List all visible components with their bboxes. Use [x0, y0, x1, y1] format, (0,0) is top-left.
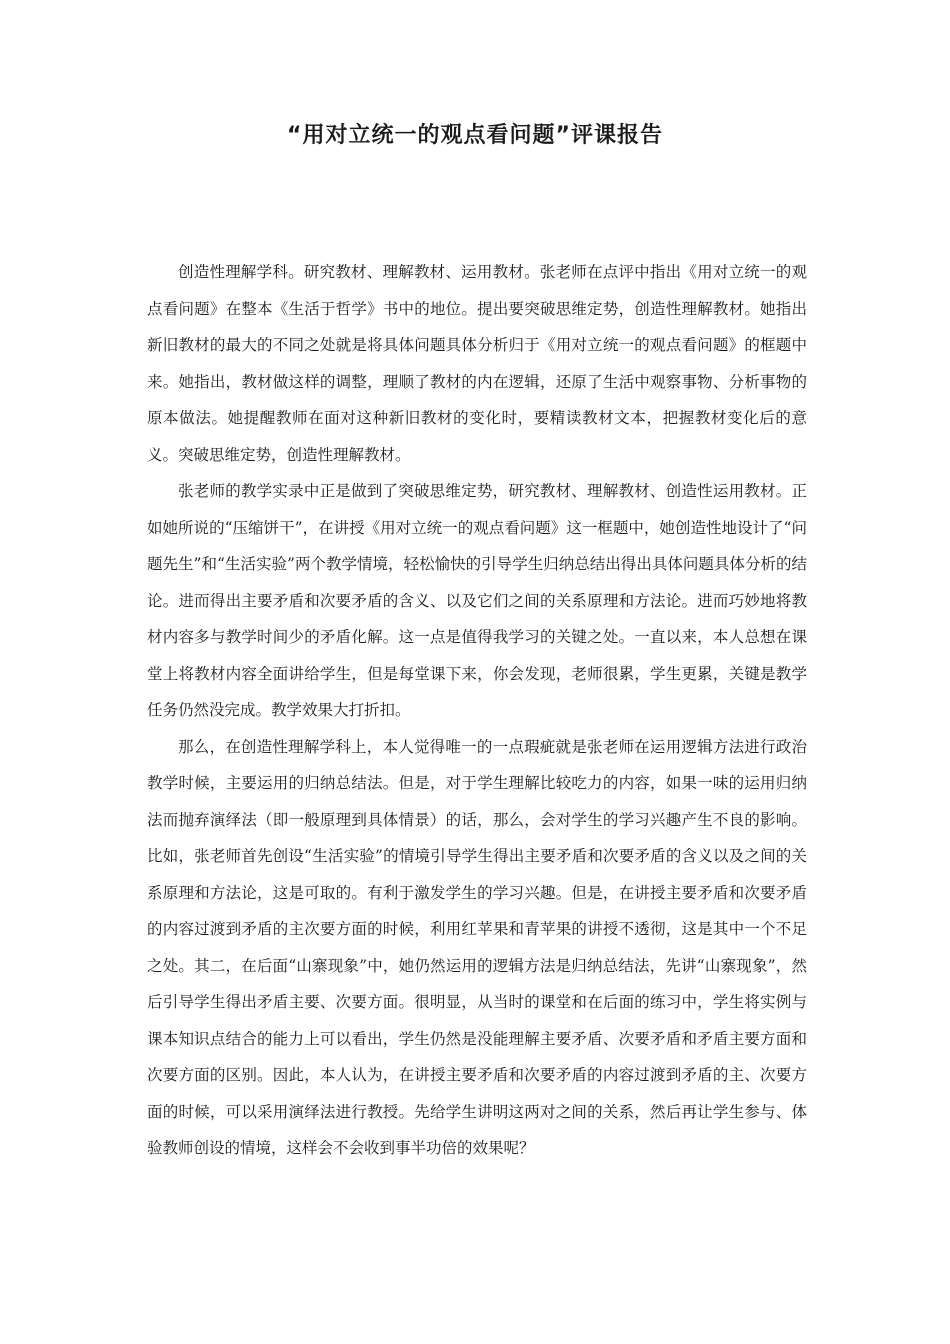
- paragraph: 创造性理解学科。研究教材、理解教材、运用教材。张老师在点评中指出《用对立统一的观点看问题》在整本《生活于哲学》书中的地位。提出要突破思维定势，创造性理解教材。她指出新旧教材的最大的不同之处就是将具体问题具体分析归于《用对立统一的观点看问题》的框题中来。她指出，教材做这样的调整，理顺了教材的内在逻辑，还原了生活中观察事物、分析事物的原本做法。她提醒教师在面对这种新旧教材的变化时，要精读教材文本，把握教材变化后的意义。突破思维定势，创造性理解教材。: [147, 263, 807, 464]
- paragraph: 张老师的教学实录中正是做到了突破思维定势，研究教材、理解教材、创造性运用教材。正如她所说的“压缩饼干”，在讲授《用对立统一的观点看问题》这一框题中，她创造性地设计了“问题先生”和“生活实验”两个教学情境，轻松愉快的引导学生归纳总结出得出具体问题具体分析的结论。进而得出主要矛盾和次要矛盾的含义、以及它们之间的关系原理和方法论。进而巧妙地将教材内容多与教学时间少的矛盾化解。这一点是值得我学习的关键之处。一直以来，本人总想在课堂上将教材内容全面讲给学生，但是每堂课下来，你会发现，老师很累，学生更累，关键是教学任务仍然没完成。教学效果大打折扣。: [147, 482, 807, 719]
- document-body: [147, 254, 807, 1167]
- document-title: “用对立统一的观点看问题”评课报告: [287, 123, 663, 148]
- paragraph: 那么，在创造性理解学科上，本人觉得唯一的一点瑕疵就是张老师在运用逻辑方法进行政治教学时候，主要运用的归纳总结法。但是，对于学生理解比较吃力的内容，如果一味的运用归纳法而抛弃演绎法（即一般原理到具体情景）的话，那么，会对学生的学习兴趣产生不良的影响。比如，张老师首先创设“生活实验”的情境引导学生得出主要矛盾和次要矛盾的含义以及之间的关系原理和方法论，这是可取的。有利于激发学生的学习兴趣。但是，在讲授主要矛盾和次要矛盾的内容过渡到矛盾的主次要方面的时候，利用红苹果和青苹果的讲授不透彻，这是其中一个不足之处。其二，在后面“山寨现象”中，她仍然运用的逻辑方法是归纳总结法，先讲“山寨现象”，然后引导学生得出矛盾主要、次要方面。很明显，从当时的课堂和在后面的练习中，学生将实例与课本知识点结合的能力上可以看出，学生仍然是没能理解主要矛盾、次要矛盾和矛盾主要方面和次要方面的区别。因此，本人认为，在讲授主要矛盾和次要矛盾的内容过渡到矛盾的主、次要方面的时候，可以采用演绎法进行教授。先给学生讲明这两对之间的关系，然后再让学生参与、体验教师创设的情境，这样会不会收到事半功倍的效果呢？: [147, 737, 807, 1157]
